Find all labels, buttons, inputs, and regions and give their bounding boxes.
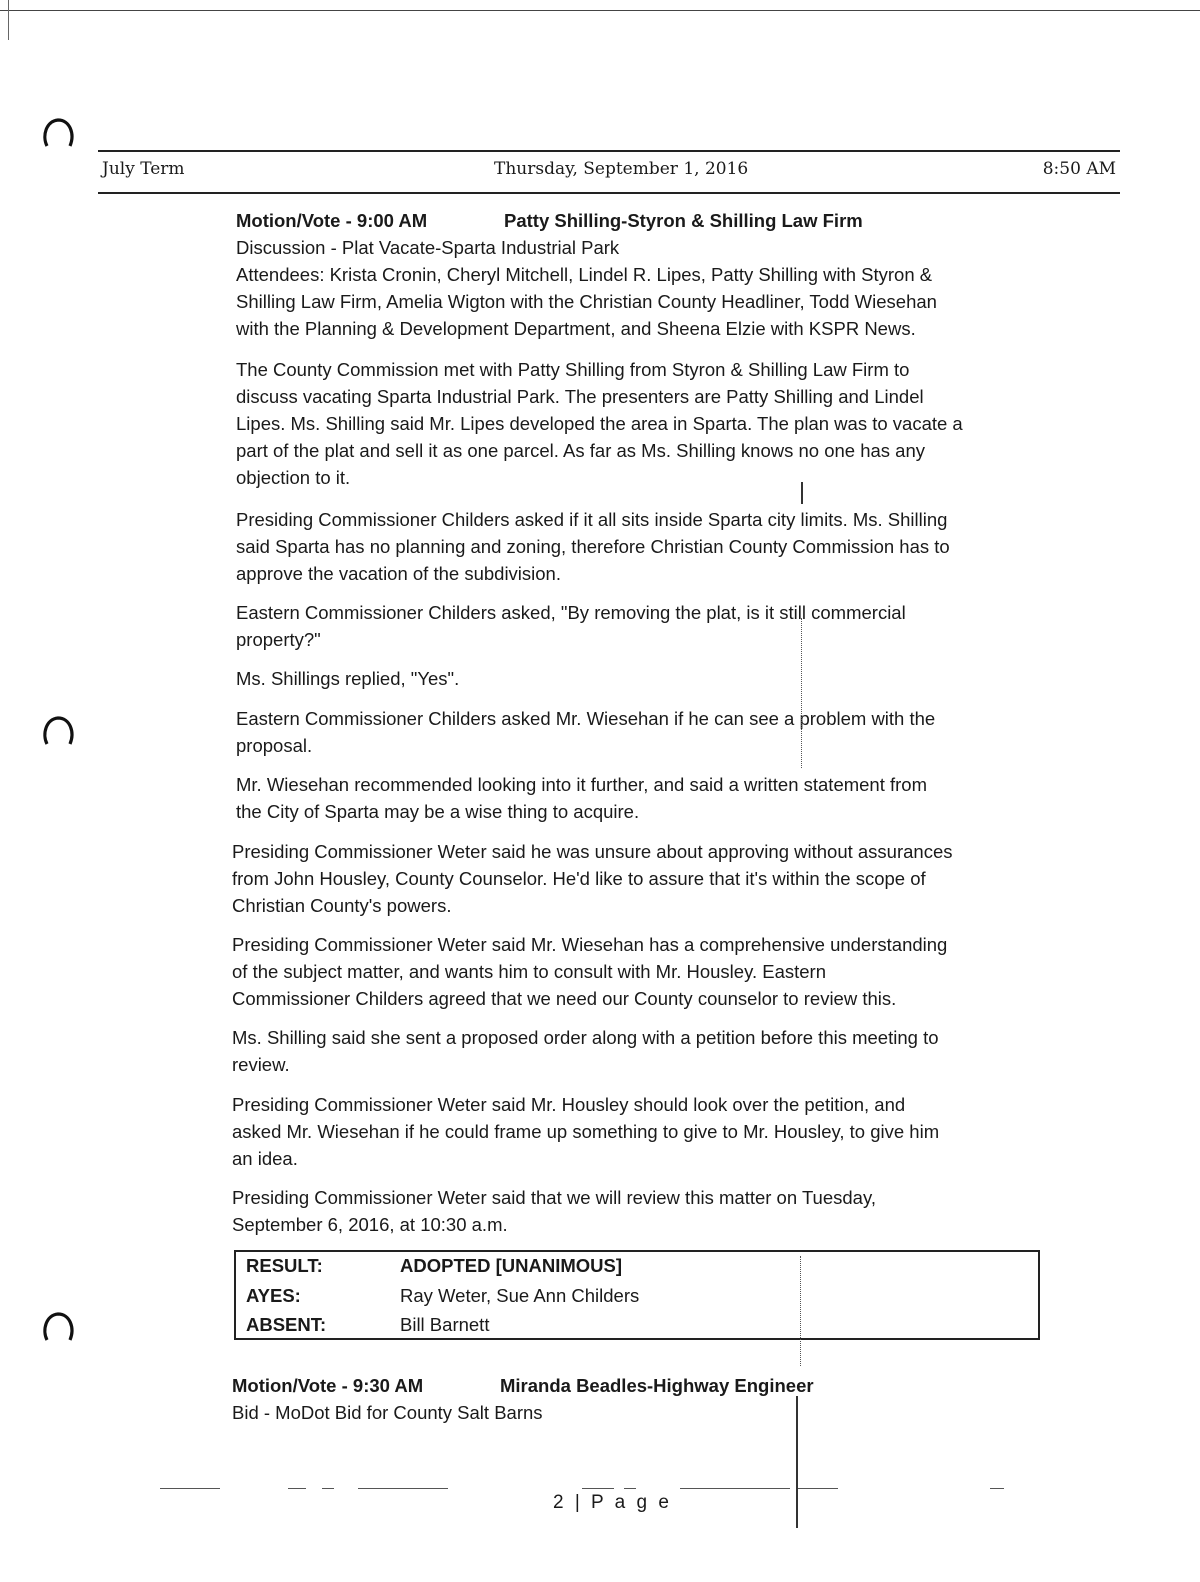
footer-dash: [322, 1488, 334, 1489]
minutes-paragraph: [236, 599, 1056, 653]
motion-line: [236, 207, 1056, 234]
minutes-paragraph: [236, 356, 1056, 491]
header-date: Thursday, September 1, 2016: [494, 159, 749, 179]
paragraph-line: property?": [236, 629, 321, 650]
header-rule-top: [98, 150, 1120, 152]
paragraph-line: Lipes. Ms. Shilling said Mr. Lipes developed the area in Sparta. The plan was to vacate a: [236, 413, 963, 434]
vote-result-table: [234, 1250, 1040, 1340]
agenda-item-heading: [236, 207, 1056, 342]
minutes-paragraph: [232, 838, 1052, 919]
paragraph-line: said Sparta has no planning and zoning, therefore Christian County Commission has to: [236, 536, 950, 557]
motion-title: Miranda Beadles-Highway Engineer: [500, 1375, 814, 1396]
footer-dash: [624, 1488, 636, 1489]
paragraph-line: discuss vacating Sparta Industrial Park. The presenters are Patty Shilling and Lindel: [236, 386, 924, 407]
paragraph-line: Commissioner Childers agreed that we need our County counselor to review this.: [232, 988, 897, 1009]
minutes-paragraph: [232, 1024, 1052, 1078]
footer-dash: [358, 1488, 448, 1489]
absent-key: ABSENT:: [246, 1314, 327, 1335]
header-time: 8:50 AM: [1042, 159, 1116, 179]
footer-dash: [160, 1488, 220, 1489]
paragraph-line: Presiding Commissioner Weter said he was unsure about approving without assurances: [232, 841, 953, 862]
paragraph-line: September 6, 2016, at 10:30 a.m.: [232, 1214, 508, 1235]
page-number: 2 | P a g e: [553, 1492, 672, 1513]
scan-mark: [800, 1256, 801, 1366]
ayes-value: Ray Weter, Sue Ann Childers: [400, 1285, 640, 1306]
motion-title: Patty Shilling-Styron & Shilling Law Firm: [504, 210, 863, 231]
scan-edge-left: [8, 0, 9, 40]
paragraph-line: Eastern Commissioner Childers asked Mr. Wiesehan if he can see a problem with the: [236, 708, 936, 729]
ayes-key: AYES:: [246, 1285, 301, 1306]
paragraph-line: The County Commission met with Patty Shilling from Styron & Shilling Law Firm to: [236, 359, 910, 380]
agenda-item-heading: [232, 1372, 1052, 1426]
punch-hole-icon: [40, 116, 76, 150]
scan-mark: [801, 618, 802, 768]
paragraph-line: Presiding Commissioner Childers asked if it all sits inside Sparta city limits. Ms. Shilling: [236, 509, 948, 530]
result-row: [246, 1252, 622, 1280]
paragraph-line: from John Housley, County Counselor. He'd like to assure that it's within the scope of: [232, 868, 926, 889]
paragraph-line: part of the plat and sell it as one parcel. As far as Ms. Shilling knows no one has any: [236, 440, 925, 461]
paragraph-line: Christian County's powers.: [232, 895, 452, 916]
motion-label: Motion/Vote - 9:30 AM: [232, 1375, 424, 1396]
paragraph-line: review.: [232, 1054, 290, 1075]
paragraph-line: objection to it.: [236, 467, 351, 488]
minutes-paragraph: [236, 665, 1056, 692]
attendees-line: Shilling Law Firm, Amelia Wigton with the Christian County Headliner, Todd Wiesehan: [236, 291, 937, 312]
motion-line: [232, 1372, 1052, 1399]
paragraph-line: Ms. Shilling said she sent a proposed order along with a petition before this meeting to: [232, 1027, 939, 1048]
paragraph-line: asked Mr. Wiesehan if he could frame up something to give to Mr. Housley, to give him: [232, 1121, 940, 1142]
paragraph-line: Eastern Commissioner Childers asked, "By removing the plat, is it still commercial: [236, 602, 906, 623]
attendees-line: Attendees: Krista Cronin, Cheryl Mitchell, Lindel R. Lipes, Patty Shilling with Styron &: [236, 264, 933, 285]
minutes-paragraph: [232, 1184, 1052, 1238]
paragraph-line: proposal.: [236, 735, 313, 756]
paragraph-line: an idea.: [232, 1148, 298, 1169]
scan-mark: [796, 1396, 798, 1528]
paragraph-line: approve the vacation of the subdivision.: [236, 563, 561, 584]
punch-hole-icon: [40, 714, 76, 748]
attendees-line: with the Planning & Development Department, and Sheena Elzie with KSPR News.: [236, 318, 916, 339]
paragraph-line: of the subject matter, and wants him to consult with Mr. Housley. Eastern: [232, 961, 826, 982]
paragraph-line: Presiding Commissioner Weter said Mr. Wiesehan has a comprehensive understanding: [232, 934, 948, 955]
scan-edge-top: [0, 10, 1200, 11]
absent-row: [246, 1311, 489, 1339]
motion-label: Motion/Vote - 9:00 AM: [236, 210, 428, 231]
paragraph-line: Ms. Shillings replied, "Yes".: [236, 668, 460, 689]
minutes-paragraph: [232, 931, 1052, 1012]
header-term: July Term: [102, 159, 185, 179]
punch-hole-icon: [40, 1310, 76, 1344]
minutes-paragraph: [232, 1091, 1052, 1172]
paragraph-line: the City of Sparta may be a wise thing to acquire.: [236, 801, 640, 822]
ayes-row: [246, 1282, 639, 1310]
paragraph-line: Mr. Wiesehan recommended looking into it further, and said a written statement from: [236, 774, 927, 795]
footer-dash: [798, 1488, 838, 1489]
bid-line: Bid - MoDot Bid for County Salt Barns: [232, 1402, 543, 1423]
paragraph-line: Presiding Commissioner Weter said that we will review this matter on Tuesday,: [232, 1187, 876, 1208]
footer-dash: [582, 1488, 614, 1489]
header-rule-bottom: [98, 192, 1120, 194]
minutes-paragraph: [236, 705, 1056, 759]
minutes-paragraph: [236, 771, 1056, 825]
footer-dash: [680, 1488, 790, 1489]
minutes-paragraph: [236, 506, 1056, 587]
absent-value: Bill Barnett: [400, 1314, 490, 1335]
footer-dash: [990, 1488, 1004, 1489]
result-key: RESULT:: [246, 1255, 323, 1276]
result-value: ADOPTED [UNANIMOUS]: [400, 1255, 622, 1276]
footer-dash: [288, 1488, 306, 1489]
paragraph-line: Presiding Commissioner Weter said Mr. Housley should look over the petition, and: [232, 1094, 906, 1115]
discussion-line: Discussion - Plat Vacate-Sparta Industrial Park: [236, 237, 620, 258]
scan-mark: [801, 482, 803, 504]
